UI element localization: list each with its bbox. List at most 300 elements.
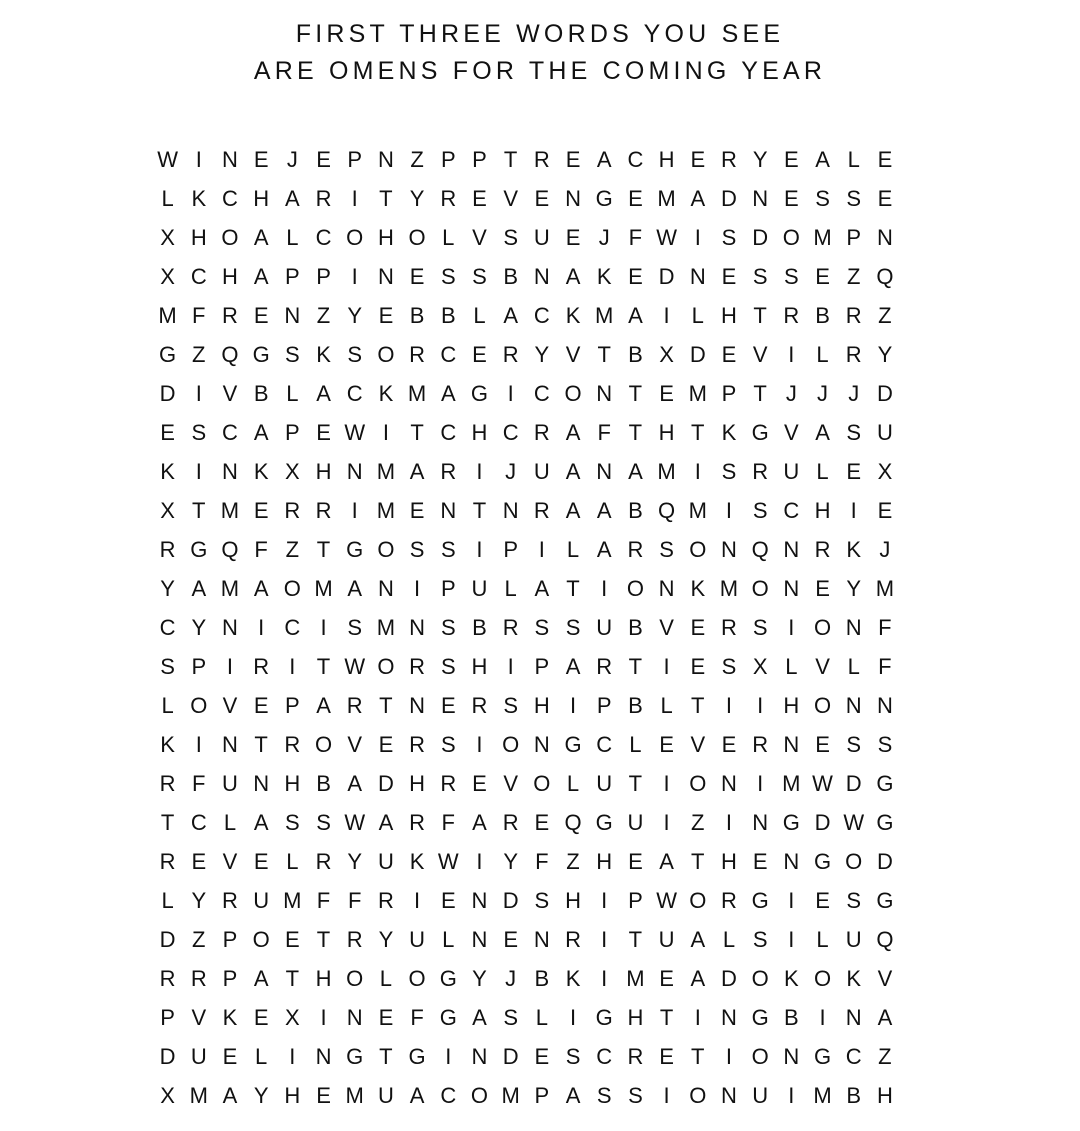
grid-letter: Y	[347, 303, 363, 328]
grid-letter: M	[283, 888, 302, 913]
grid-letter: S	[628, 1083, 643, 1108]
grid-letter: E	[690, 654, 706, 679]
grid-letter: D	[689, 342, 706, 367]
grid-letter: M	[813, 1083, 832, 1108]
grid-letter: I	[694, 1005, 701, 1030]
grid-letter: V	[877, 966, 893, 991]
grid-letter: L	[566, 537, 580, 562]
grid-letter: R	[721, 888, 737, 913]
grid-letter: R	[845, 303, 862, 328]
grid-letter: Z	[192, 342, 206, 367]
grid-letter: W	[437, 849, 459, 874]
grid-letter: H	[783, 693, 800, 718]
grid-letter: C	[222, 186, 238, 211]
grid-letter: N	[471, 1044, 488, 1069]
grid-letter: W	[812, 771, 833, 796]
grid-letter: S	[316, 810, 331, 835]
grid-letter: E	[721, 342, 737, 367]
grid-letter: J	[286, 147, 298, 172]
grid-letter: N	[876, 693, 893, 718]
grid-letter: O	[283, 576, 301, 601]
grid-letter: N	[222, 459, 238, 484]
grid-letter: O	[408, 966, 426, 991]
grid-letter: H	[284, 1083, 301, 1108]
grid-letter: R	[752, 459, 769, 484]
grid-letter: U	[533, 225, 550, 250]
grid-letter: A	[690, 927, 706, 952]
grid-letter: B	[815, 303, 830, 328]
grid-letter: H	[253, 186, 270, 211]
grid-letter: M	[688, 498, 707, 523]
grid-letter: G	[813, 1044, 832, 1069]
grid-letter: Y	[191, 615, 207, 640]
grid-letter: E	[378, 303, 394, 328]
grid-letter: P	[222, 927, 238, 952]
grid-row	[152, 842, 932, 881]
grid-letter: T	[316, 927, 331, 952]
grid-letter: A	[877, 1005, 893, 1030]
grid-letter: F	[347, 888, 362, 913]
grid-letter: O	[751, 966, 769, 991]
grid-letter: R	[565, 927, 581, 952]
grid-row	[152, 569, 932, 608]
grid-letter: O	[314, 732, 333, 757]
grid-letter: I	[195, 147, 202, 172]
grid-letter: E	[815, 888, 830, 913]
grid-letter: X	[752, 654, 768, 679]
grid-row	[152, 491, 932, 530]
grid-letter: O	[470, 1083, 489, 1108]
grid-letter: S	[285, 342, 300, 367]
grid-letter: I	[414, 888, 421, 913]
grid-letter: A	[253, 420, 269, 445]
grid-letter: A	[253, 264, 269, 289]
grid-letter: G	[159, 342, 177, 367]
grid-letter: N	[471, 927, 488, 952]
grid-letter: H	[627, 1005, 644, 1030]
grid-letter: I	[663, 810, 670, 835]
grid-letter: Y	[877, 342, 893, 367]
grid-letter: L	[161, 693, 174, 718]
grid-letter: R	[409, 732, 426, 757]
grid-letter: G	[876, 888, 894, 913]
grid-letter: N	[222, 615, 238, 640]
grid-letter: L	[816, 342, 829, 367]
grid-letter: O	[782, 225, 800, 250]
grid-letter: N	[845, 615, 862, 640]
grid-letter: O	[689, 771, 707, 796]
grid-letter: S	[846, 732, 862, 757]
grid-letter: V	[191, 1005, 207, 1030]
grid-letter: Z	[192, 927, 206, 952]
grid-letter: L	[255, 1044, 268, 1069]
grid-letter: H	[658, 420, 675, 445]
grid-letter: S	[721, 225, 737, 250]
grid-letter: C	[440, 1083, 457, 1108]
grid-letter: Y	[846, 576, 862, 601]
grid-letter: I	[601, 888, 608, 913]
grid-letter: I	[414, 576, 421, 601]
grid-letter: J	[505, 966, 517, 991]
grid-letter: I	[195, 381, 202, 406]
grid-letter: T	[691, 420, 705, 445]
grid-letter: I	[757, 771, 764, 796]
grid-letter: U	[533, 459, 550, 484]
grid-letter: Y	[503, 849, 518, 874]
grid-letter: Y	[534, 342, 550, 367]
grid-letter: Q	[221, 537, 239, 562]
grid-letter: U	[190, 1044, 207, 1069]
grid-letter: B	[503, 264, 518, 289]
grid-letter: A	[472, 810, 487, 835]
grid-letter: D	[876, 849, 893, 874]
grid-letter: U	[752, 1083, 769, 1108]
grid-letter: E	[472, 342, 487, 367]
grid-row	[152, 647, 932, 686]
grid-letter: A	[596, 537, 612, 562]
grid-letter: P	[503, 537, 518, 562]
grid-letter: U	[596, 615, 613, 640]
grid-letter: A	[347, 771, 363, 796]
grid-letter: R	[377, 888, 394, 913]
grid-letter: E	[253, 303, 269, 328]
grid-letter: P	[160, 1005, 175, 1030]
grid-letter: G	[190, 537, 208, 562]
grid-letter: L	[785, 654, 798, 679]
grid-row	[152, 413, 932, 452]
grid-letter: E	[534, 1044, 550, 1069]
grid-letter: K	[596, 264, 612, 289]
grid-letter: M	[626, 966, 645, 991]
grid-letter: H	[658, 147, 675, 172]
grid-letter: K	[690, 576, 706, 601]
grid-letter: O	[221, 225, 239, 250]
grid-letter: G	[408, 1044, 426, 1069]
grid-letter: B	[628, 342, 643, 367]
grid-letter: L	[223, 810, 237, 835]
grid-letter: I	[725, 810, 733, 835]
grid-letter: G	[439, 966, 457, 991]
grid-letter: N	[502, 498, 519, 523]
grid-letter: Z	[410, 147, 424, 172]
grid-letter: F	[535, 849, 549, 874]
grid-letter: H	[409, 771, 426, 796]
grid-letter: M	[688, 381, 707, 406]
grid-letter: O	[689, 1083, 707, 1108]
grid-letter: K	[565, 303, 581, 328]
grid-letter: V	[784, 420, 799, 445]
grid-letter: W	[344, 654, 366, 679]
grid-letter: T	[254, 732, 268, 757]
grid-letter: A	[440, 381, 456, 406]
grid-letter: R	[346, 693, 363, 718]
grid-letter: G	[346, 1044, 364, 1069]
grid-letter: I	[663, 1083, 670, 1108]
grid-letter: L	[847, 147, 860, 172]
grid-letter: C	[440, 342, 457, 367]
grid-letter: U	[377, 1083, 394, 1108]
grid-letter: N	[783, 537, 800, 562]
grid-letter: O	[813, 615, 832, 640]
grid-letter: M	[376, 498, 396, 523]
grid-letter: D	[876, 381, 893, 406]
grid-letter: E	[534, 810, 550, 835]
grid-letter: S	[440, 615, 456, 640]
grid-letter: N	[346, 1005, 363, 1030]
grid-letter: R	[627, 537, 644, 562]
grid-letter: N	[783, 849, 800, 874]
grid-letter: N	[783, 576, 800, 601]
grid-letter: P	[347, 147, 363, 172]
grid-letter: M	[719, 576, 739, 601]
grid-letter: I	[725, 1044, 733, 1069]
grid-letter: U	[627, 810, 644, 835]
grid-letter: A	[596, 498, 612, 523]
grid-letter: S	[440, 654, 456, 679]
grid-letter: M	[813, 225, 832, 250]
grid-letter: R	[721, 615, 737, 640]
grid-letter: E	[877, 498, 893, 523]
grid-letter: R	[471, 693, 488, 718]
grid-letter: N	[752, 810, 769, 835]
grid-letter: E	[628, 849, 643, 874]
grid-letter: S	[503, 693, 518, 718]
grid-letter: R	[814, 537, 831, 562]
grid-letter: T	[316, 537, 331, 562]
grid-letter: S	[160, 654, 175, 679]
grid-letter: S	[752, 927, 768, 952]
grid-letter: I	[382, 420, 389, 445]
grid-letter: E	[409, 498, 425, 523]
grid-letter: S	[534, 615, 550, 640]
grid-letter: N	[689, 264, 706, 289]
grid-letter: L	[442, 225, 455, 250]
grid-letter: S	[191, 420, 207, 445]
grid-letter: S	[534, 888, 550, 913]
grid-letter: G	[595, 810, 613, 835]
grid-letter: E	[378, 732, 394, 757]
grid-letter: H	[814, 498, 831, 523]
grid-letter: C	[284, 615, 301, 640]
grid-letter: N	[721, 1083, 737, 1108]
grid-letter: E	[815, 732, 830, 757]
grid-letter: I	[320, 1005, 327, 1030]
title-line-2: ARE OMENS FOR THE COMING YEAR	[253, 57, 827, 85]
grid-row	[152, 179, 932, 218]
grid-letter: L	[816, 459, 829, 484]
grid-letter: S	[347, 342, 363, 367]
grid-letter: D	[845, 771, 862, 796]
grid-letter: S	[815, 186, 830, 211]
grid-letter: S	[752, 615, 768, 640]
grid-letter: O	[813, 966, 832, 991]
grid-letter: H	[471, 654, 488, 679]
grid-letter: N	[658, 576, 675, 601]
grid-letter: E	[659, 381, 674, 406]
grid-letter: I	[694, 225, 701, 250]
grid-row	[152, 374, 932, 413]
grid-letter: O	[377, 654, 395, 679]
grid-letter: B	[409, 303, 425, 328]
grid-letter: Q	[221, 342, 239, 367]
grid-letter: T	[566, 576, 580, 601]
grid-letter: A	[253, 225, 269, 250]
grid-letter: O	[813, 693, 832, 718]
grid-letter: Q	[751, 537, 769, 562]
grid-letter: I	[476, 849, 483, 874]
grid-letter: T	[379, 693, 393, 718]
grid-letter: H	[721, 303, 737, 328]
grid-letter: M	[158, 303, 177, 328]
grid-letter: S	[503, 225, 518, 250]
grid-letter: H	[471, 420, 488, 445]
grid-letter: R	[596, 654, 613, 679]
grid-letter: R	[190, 966, 207, 991]
grid-letter: R	[752, 732, 769, 757]
grid-letter: F	[878, 654, 892, 679]
grid-row	[152, 920, 932, 959]
grid-letter: E	[472, 771, 487, 796]
grid-letter: R	[346, 927, 363, 952]
grid-letter: H	[222, 264, 238, 289]
grid-letter: V	[222, 693, 238, 718]
grid-letter: K	[378, 381, 394, 406]
grid-letter: O	[346, 225, 364, 250]
grid-letter: K	[846, 537, 862, 562]
title-line-1: FIRST THREE WORDS YOU SEE	[295, 20, 785, 48]
grid-letter: D	[377, 771, 394, 796]
grid-letter: I	[195, 732, 202, 757]
grid-letter: A	[628, 303, 643, 328]
grid-letter: I	[601, 927, 608, 952]
grid-letter: H	[315, 459, 332, 484]
grid-letter: P	[596, 693, 612, 718]
grid-letter: M	[314, 576, 333, 601]
grid-letter: S	[846, 186, 862, 211]
grid-letter: E	[846, 459, 862, 484]
grid-letter: N	[346, 459, 363, 484]
grid-letter: F	[254, 537, 268, 562]
grid-letter: K	[160, 459, 175, 484]
grid-letter: C	[222, 420, 238, 445]
grid-letter: A	[191, 576, 207, 601]
grid-row	[152, 452, 932, 491]
grid-letter: Y	[253, 1083, 269, 1108]
grid-letter: H	[565, 888, 581, 913]
grid-letter: E	[815, 576, 830, 601]
grid-letter: M	[220, 498, 240, 523]
grid-letter: I	[507, 654, 514, 679]
grid-letter: H	[377, 225, 394, 250]
grid-letter: A	[253, 810, 269, 835]
grid-letter: I	[226, 654, 234, 679]
grid-letter: Y	[347, 849, 363, 874]
grid-letter: U	[658, 927, 675, 952]
grid-letter: Z	[878, 303, 892, 328]
grid-letter: S	[752, 498, 768, 523]
grid-letter: Y	[409, 186, 425, 211]
grid-letter: I	[351, 186, 358, 211]
grid-letter: A	[503, 303, 518, 328]
grid-letter: E	[877, 147, 893, 172]
grid-letter: F	[441, 810, 455, 835]
grid-letter: B	[253, 381, 269, 406]
grid-letter: M	[345, 1083, 364, 1108]
grid-letter: W	[656, 888, 677, 913]
grid-letter: L	[691, 303, 704, 328]
grid-row	[152, 296, 932, 335]
grid-letter: E	[659, 732, 674, 757]
grid-letter: V	[472, 225, 487, 250]
grid-letter: R	[783, 303, 800, 328]
grid-letter: N	[752, 186, 769, 211]
grid-letter: I	[788, 888, 795, 913]
grid-letter: W	[344, 420, 366, 445]
grid-letter: O	[252, 927, 270, 952]
grid-letter: H	[533, 693, 550, 718]
grid-letter: O	[502, 732, 520, 757]
grid-row	[152, 998, 932, 1037]
grid-letter: N	[721, 1005, 737, 1030]
grid-letter: D	[721, 966, 737, 991]
grid-letter: N	[596, 459, 613, 484]
grid-letter: I	[476, 537, 483, 562]
grid-letter: C	[533, 303, 550, 328]
grid-letter: G	[876, 771, 894, 796]
grid-letter: I	[788, 615, 795, 640]
grid-letter: E	[472, 186, 487, 211]
grid-letter: V	[565, 342, 581, 367]
grid-letter: G	[782, 810, 800, 835]
grid-letter: Y	[472, 966, 487, 991]
grid-letter: E	[565, 225, 581, 250]
grid-letter: U	[377, 849, 394, 874]
grid-letter: Y	[752, 147, 768, 172]
grid-letter: R	[315, 186, 332, 211]
grid-letter: O	[346, 966, 364, 991]
grid-letter: A	[815, 420, 830, 445]
grid-letter: O	[377, 342, 395, 367]
grid-letter: A	[285, 186, 300, 211]
grid-letter: Z	[691, 810, 705, 835]
grid-letter: G	[346, 537, 364, 562]
grid-letter: C	[533, 381, 550, 406]
grid-letter: I	[725, 693, 733, 718]
grid-letter: O	[751, 1044, 769, 1069]
grid-letter: R	[159, 849, 176, 874]
grid-letter: T	[379, 1044, 393, 1069]
grid-letter: N	[377, 576, 394, 601]
grid-letter: B	[846, 1083, 862, 1108]
grid-letter: E	[534, 186, 550, 211]
grid-letter: S	[503, 1005, 518, 1030]
grid-letter: N	[409, 615, 426, 640]
grid-letter: S	[659, 537, 674, 562]
grid-letter: R	[440, 771, 457, 796]
grid-letter: Y	[191, 888, 207, 913]
grid-letter: S	[752, 264, 768, 289]
grid-letter: L	[379, 966, 393, 991]
grid-letter: S	[565, 1044, 581, 1069]
grid-letter: R	[159, 771, 176, 796]
grid-letter: E	[316, 420, 331, 445]
grid-row	[152, 764, 932, 803]
grid-letter: I	[850, 498, 857, 523]
grid-letter: D	[502, 1044, 519, 1069]
grid-letter: R	[315, 498, 332, 523]
grid-letter: E	[316, 1083, 331, 1108]
grid-letter: E	[565, 147, 581, 172]
